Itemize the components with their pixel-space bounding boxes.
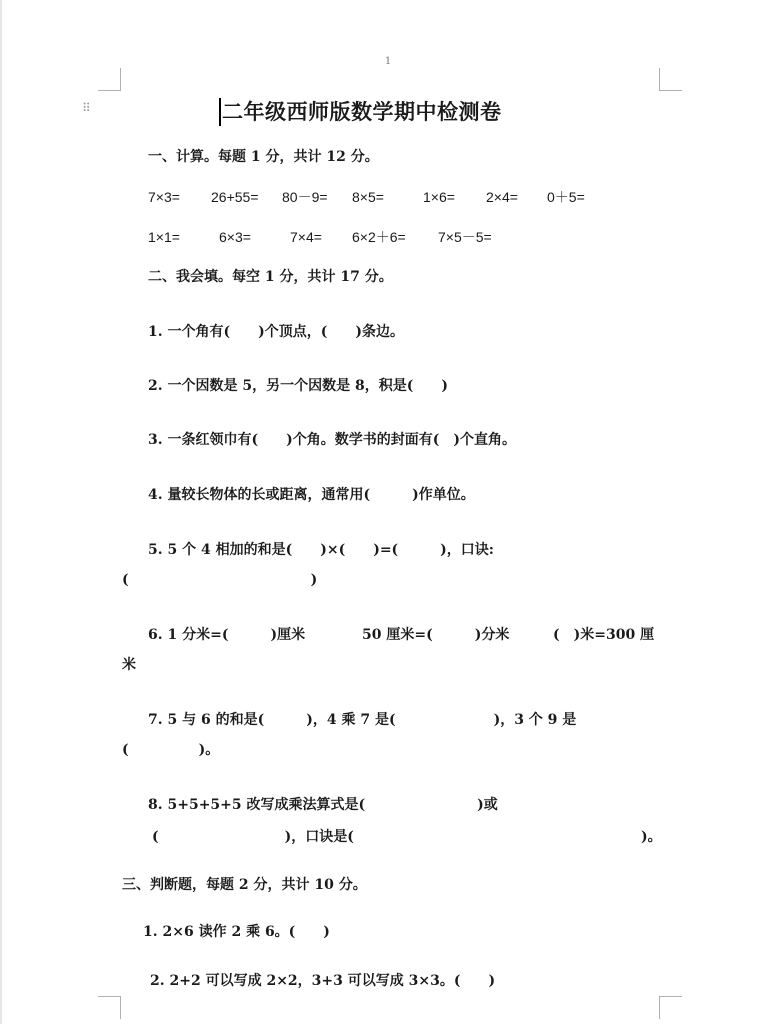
calc-item: 2×4= xyxy=(486,189,518,205)
calc-item: 0＋5= xyxy=(547,189,585,205)
margin-corner-bottom-right xyxy=(659,996,682,1019)
calc-item: 8×5= xyxy=(352,189,384,205)
fill-question-1: 1. 一个角有( )个顶点，( )条边。 xyxy=(148,324,404,340)
fill-question-6-part3: ( )米=300 厘 xyxy=(553,627,655,643)
document-title[interactable]: 二年级西师版数学期中检测卷 xyxy=(222,99,502,124)
calc-item: 6×2＋6= xyxy=(352,229,406,245)
calc-item: 6×3= xyxy=(219,229,251,245)
calc-item: 80－9= xyxy=(282,189,328,205)
fill-question-4: 4. 量较长物体的长或距离，通常用( )作单位。 xyxy=(148,487,475,503)
fill-question-6-part2: 50 厘米=( )分米 xyxy=(362,627,510,643)
fill-question-8-line1: 8. 5+5+5+5 改写成乘法算式是( )或 xyxy=(148,797,498,813)
fill-question-6-part1: 6. 1 分米=( )厘米 xyxy=(148,627,306,643)
section3-heading: 三、判断题，每题 2 分，共计 10 分。 xyxy=(122,877,367,893)
section1-heading: 一、计算。每题 1 分，共计 12 分。 xyxy=(148,149,379,165)
section2-heading: 二、我会填。每空 1 分，共计 17 分。 xyxy=(148,269,393,285)
calc-item: 26+55= xyxy=(211,189,259,205)
fill-question-7-line2: ( )。 xyxy=(122,742,220,758)
left-edge-strip xyxy=(0,0,2,1024)
fill-question-7-line1: 7. 5 与 6 的和是( )，4 乘 7 是( )，3 个 9 是 xyxy=(148,712,577,728)
margin-corner-bottom-left xyxy=(98,996,121,1019)
fill-question-8-line2a: ( )，口诀是( xyxy=(152,829,354,845)
calc-item: 7×3= xyxy=(148,189,180,205)
calc-item: 1×6= xyxy=(423,189,455,205)
calc-item: 7×4= xyxy=(290,229,322,245)
fill-question-6-line2: 米 xyxy=(122,657,136,673)
calc-item: 7×5－5= xyxy=(438,229,492,245)
calc-item: 1×1= xyxy=(148,229,180,245)
fill-question-3: 3. 一条红领巾有( )个角。数学书的封面有( )个直角。 xyxy=(148,432,516,448)
judge-question-1: 1. 2×6 读作 2 乘 6。( ) xyxy=(143,924,330,940)
text-cursor xyxy=(219,98,221,126)
margin-corner-top-right xyxy=(659,68,682,91)
fill-question-5-line2: ( ) xyxy=(122,572,318,588)
judge-question-2: 2. 2+2 可以写成 2×2，3+3 可以写成 3×3。( ) xyxy=(150,973,496,989)
page-number: 1 xyxy=(384,56,392,67)
margin-corner-top-left xyxy=(98,68,121,91)
fill-question-8-line2b: )。 xyxy=(641,829,662,845)
fill-question-2: 2. 一个因数是 5，另一个因数是 8，积是( ) xyxy=(148,378,448,394)
block-drag-handle-icon[interactable]: ⠿ xyxy=(82,101,90,115)
fill-question-5-line1: 5. 5 个 4 相加的和是( )×( )=( )，口诀: xyxy=(148,542,494,558)
